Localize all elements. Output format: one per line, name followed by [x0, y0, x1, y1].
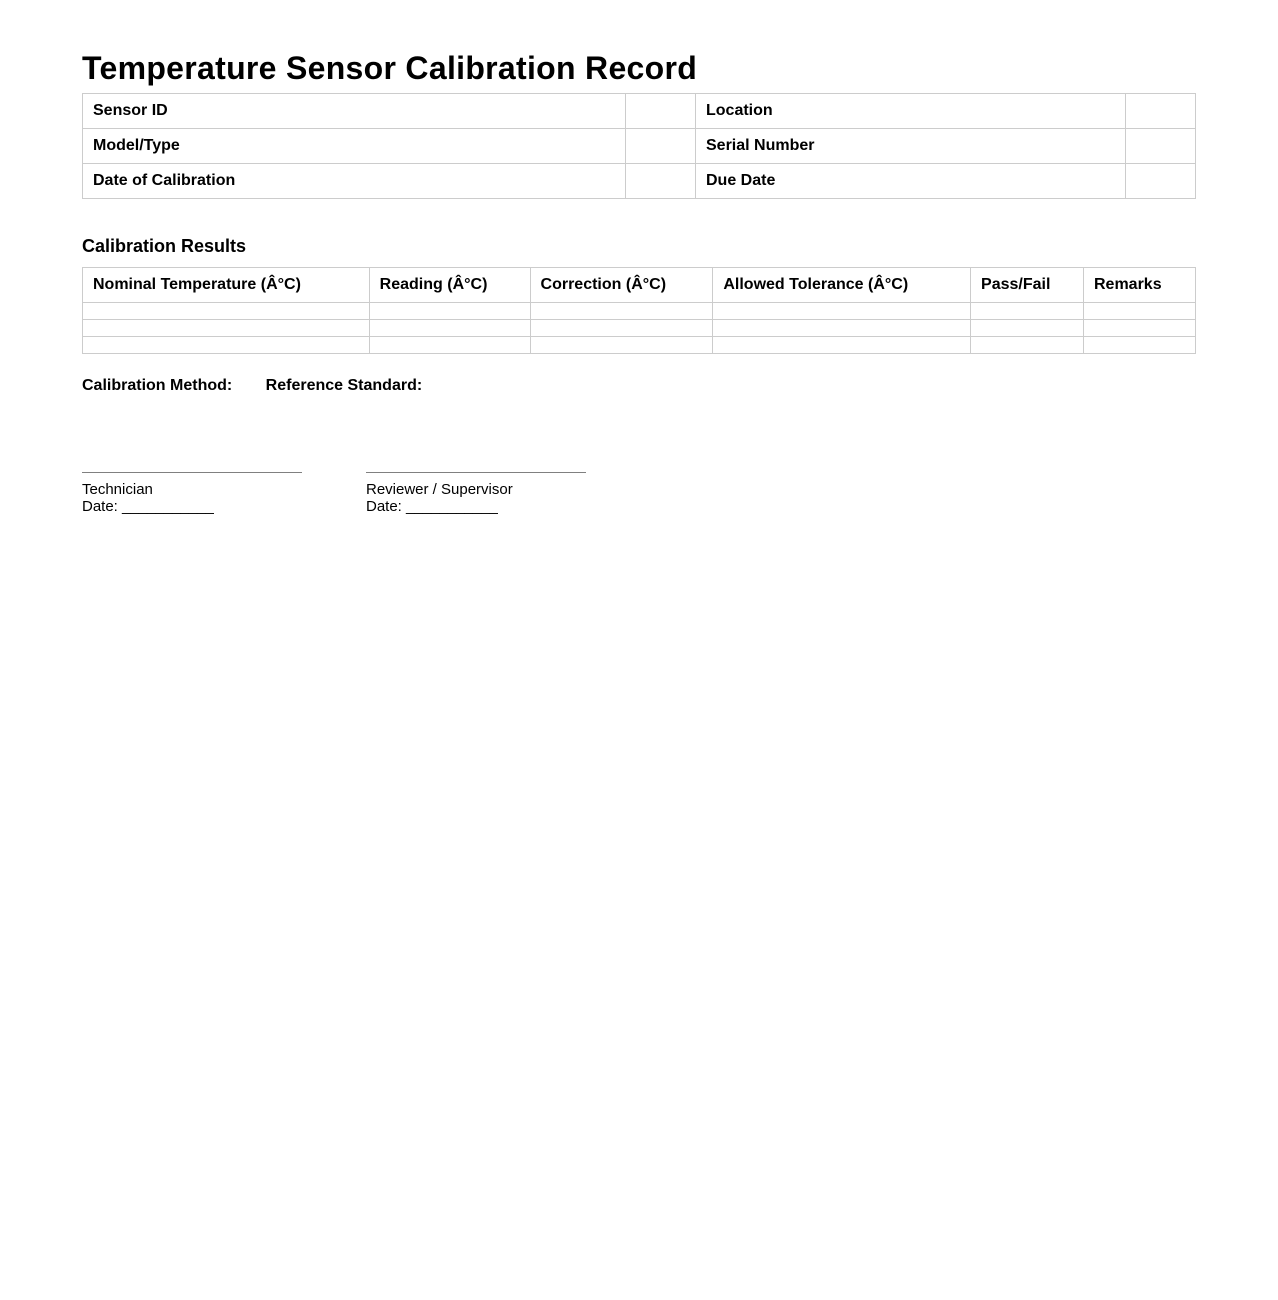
signature-line[interactable]: [82, 472, 302, 481]
table-cell[interactable]: [369, 337, 530, 354]
table-cell[interactable]: [369, 303, 530, 320]
table-row: [83, 164, 1196, 199]
serial-number-field[interactable]: [1126, 129, 1196, 164]
table-cell[interactable]: [530, 320, 713, 337]
table-cell[interactable]: [713, 303, 971, 320]
signature-line[interactable]: [366, 472, 586, 481]
reference-standard-label: Reference Standard:: [265, 377, 423, 394]
info-label: Serial Number: [696, 129, 1126, 164]
info-label: Model/Type: [83, 129, 626, 164]
model-type-field[interactable]: [626, 129, 696, 164]
due-date-field[interactable]: [1126, 164, 1196, 199]
table-row: [83, 337, 1196, 354]
column-header: Remarks: [1084, 268, 1196, 303]
table-row: [83, 129, 1196, 164]
table-row: [83, 303, 1196, 320]
table-cell[interactable]: [369, 320, 530, 337]
column-header: Allowed Tolerance (Â°C): [713, 268, 971, 303]
table-cell[interactable]: [530, 303, 713, 320]
table-cell[interactable]: [971, 303, 1084, 320]
calibration-date-field[interactable]: [626, 164, 696, 199]
column-header: Reading (Â°C): [369, 268, 530, 303]
calibration-record: [82, 46, 1196, 515]
signature-date: Date: ___________: [366, 498, 498, 515]
table-header-row: [83, 268, 1196, 303]
section-heading: Calibration Results: [82, 236, 247, 256]
technician-signature: [82, 472, 302, 515]
signature-role: Technician: [82, 481, 153, 498]
table-cell[interactable]: [713, 320, 971, 337]
column-header: Pass/Fail: [971, 268, 1084, 303]
table-cell[interactable]: [971, 337, 1084, 354]
column-header: Correction (Â°C): [530, 268, 713, 303]
sensor-id-field[interactable]: [626, 94, 696, 129]
info-label: Location: [696, 94, 1126, 129]
calibration-results-table: [82, 267, 1196, 354]
table-cell[interactable]: [83, 320, 370, 337]
table-cell[interactable]: [83, 337, 370, 354]
sensor-info-table: [82, 93, 1196, 199]
table-cell[interactable]: [1084, 303, 1196, 320]
reviewer-signature: [366, 472, 586, 515]
info-label: Date of Calibration: [83, 164, 626, 199]
table-cell[interactable]: [530, 337, 713, 354]
signature-role: Reviewer / Supervisor: [366, 481, 513, 498]
table-row: [83, 320, 1196, 337]
table-cell[interactable]: [713, 337, 971, 354]
calibration-method-label: Calibration Method:: [82, 377, 233, 394]
table-cell[interactable]: [1084, 337, 1196, 354]
table-row: [83, 94, 1196, 129]
table-cell[interactable]: [971, 320, 1084, 337]
signature-date: Date: ___________: [82, 498, 214, 515]
calibration-meta: [82, 377, 451, 395]
location-field[interactable]: [1126, 94, 1196, 129]
info-label: Sensor ID: [83, 94, 626, 129]
page-title: Temperature Sensor Calibration Record: [82, 50, 698, 86]
table-cell[interactable]: [1084, 320, 1196, 337]
table-cell[interactable]: [83, 303, 370, 320]
column-header: Nominal Temperature (Â°C): [83, 268, 370, 303]
info-label: Due Date: [696, 164, 1126, 199]
